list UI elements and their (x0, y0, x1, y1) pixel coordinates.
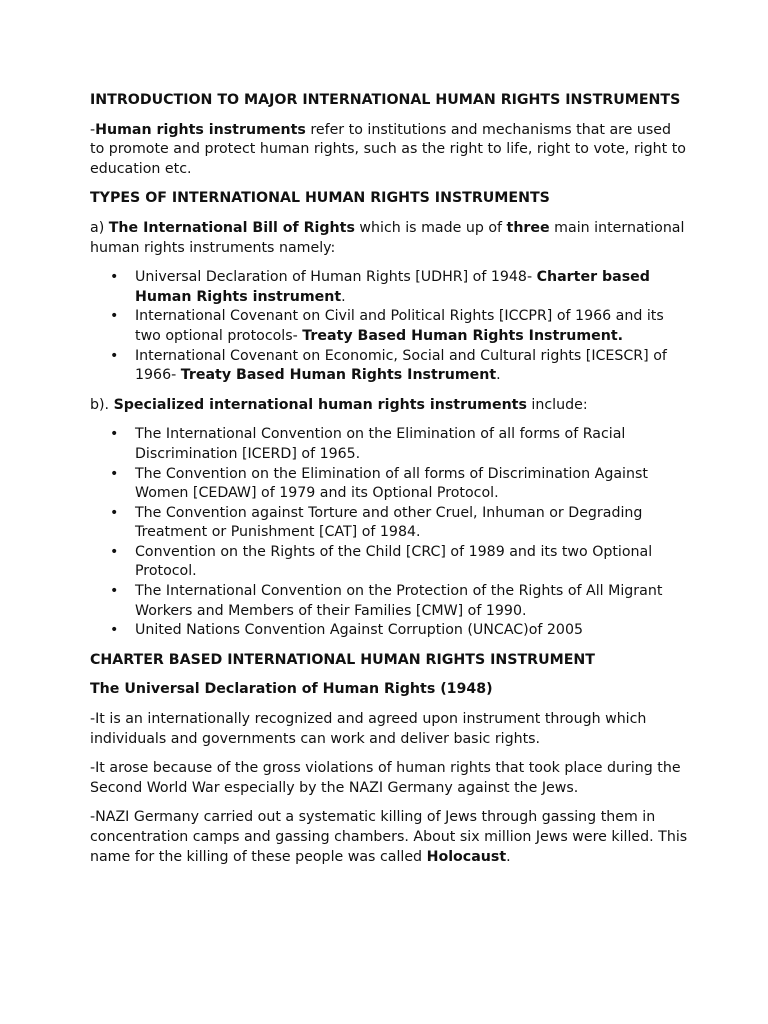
bullet-icon: • (110, 269, 119, 286)
part-a-three: three (506, 219, 550, 236)
bullet-icon: • (110, 504, 119, 521)
part-b-specialized: Specialized international human rights instruments (113, 396, 527, 413)
list-item (90, 465, 688, 504)
list-item-bold: Charter based Human Rights instrument (135, 269, 650, 305)
intro-text: refer to institutions and mechanisms that are used to promote and protect human rights, such as the right to life, right to vote, right to education etc. (90, 121, 686, 177)
intro-paragraph (90, 121, 688, 180)
list-item (90, 543, 688, 582)
holocaust-text: -NAZI Germany carried out a systematic killing of Jews through gassing them in concentration camps and gassing chambers. About six million Jews were killed. This name for the killing of these people was called (90, 809, 688, 865)
bullet-icon: • (110, 426, 119, 443)
udhr-paragraph: -It is an internationally recognized and agreed upon instrument through which individuals and governments can work and deliver basic rights. (90, 711, 647, 747)
page-title: INTRODUCTION TO MAJOR INTERNATIONAL HUMAN RIGHTS INSTRUMENTS (90, 92, 681, 108)
bullet-icon: • (110, 465, 119, 482)
part-a-intro (90, 219, 688, 258)
list-item-text: The Convention on the Elimination of all forms of Discrimination Against Women [CEDAW] of 1979 and its Optional Protocol. (135, 465, 648, 502)
part-a-prefix: a) (90, 219, 109, 236)
list-item-text: International Covenant on Civil and Political Rights [ICCPR] of 1966 and its two optional protocols- (135, 308, 664, 344)
list-item-text: The Convention against Torture and other Cruel, Inhuman or Degrading Treatment or Punishment [CAT] of 1984. (135, 504, 643, 541)
holocaust-paragraph (90, 808, 688, 867)
list-item (90, 347, 688, 386)
list-item-end: . (496, 367, 501, 384)
part-b-list (90, 425, 688, 641)
list-item (90, 504, 688, 543)
part-b-intro (90, 396, 688, 416)
holocaust-end: . (506, 848, 511, 865)
part-a-list (90, 268, 688, 386)
udhr-heading: The Universal Declaration of Human Rights (1948) (90, 681, 493, 698)
bullet-icon: • (110, 347, 119, 364)
list-item (90, 621, 688, 641)
holocaust-term: Holocaust (426, 848, 507, 865)
part-a-suffix: main international human rights instruments namely: (90, 219, 685, 256)
list-item-end: . (341, 288, 346, 305)
list-item (90, 268, 688, 307)
list-item-bold: Treaty Based Human Rights Instrument (180, 367, 497, 384)
bullet-icon: • (110, 622, 119, 639)
udhr-paragraph: -It arose because of the gross violations of human rights that took place during the Second World War especially by the NAZI Germany against the Jews. (90, 760, 681, 796)
list-item-bold: Treaty Based Human Rights Instrument. (302, 327, 624, 344)
list-item (90, 582, 688, 621)
list-item-text: United Nations Convention Against Corruption (UNCAC)of 2005 (135, 622, 584, 639)
types-heading: TYPES OF INTERNATIONAL HUMAN RIGHTS INSTRUMENTS (90, 190, 550, 207)
list-item-text: Convention on the Rights of the Child [CRC] of 1989 and its two Optional Protocol. (135, 543, 653, 580)
list-item (90, 425, 688, 464)
list-item-text: Universal Declaration of Human Rights [UDHR] of 1948- (135, 269, 537, 286)
bullet-icon: • (110, 543, 119, 560)
list-item-text: International Covenant on Economic, Social and Cultural rights [ICESCR] of 1966- (135, 347, 667, 384)
part-a-mid: which is made up of (354, 219, 507, 236)
list-item (90, 307, 688, 346)
bullet-icon: • (110, 583, 119, 600)
part-a-bill-of-rights: The International Bill of Rights (108, 219, 355, 236)
bullet-icon: • (110, 308, 119, 325)
intro-dash: - (90, 121, 96, 138)
part-b-suffix: include: (526, 396, 588, 413)
list-item-text: The International Convention on the Protection of the Rights of All Migrant Workers and Members of their Families [CMW] of 1990. (135, 583, 663, 619)
list-item-text: The International Convention on the Elimination of all forms of Racial Discrimination [ICERD] of 1965. (135, 426, 626, 462)
charter-heading: CHARTER BASED INTERNATIONAL HUMAN RIGHTS INSTRUMENT (90, 651, 595, 668)
part-b-prefix: b). (90, 396, 114, 413)
intro-term: Human rights instruments (95, 121, 306, 138)
